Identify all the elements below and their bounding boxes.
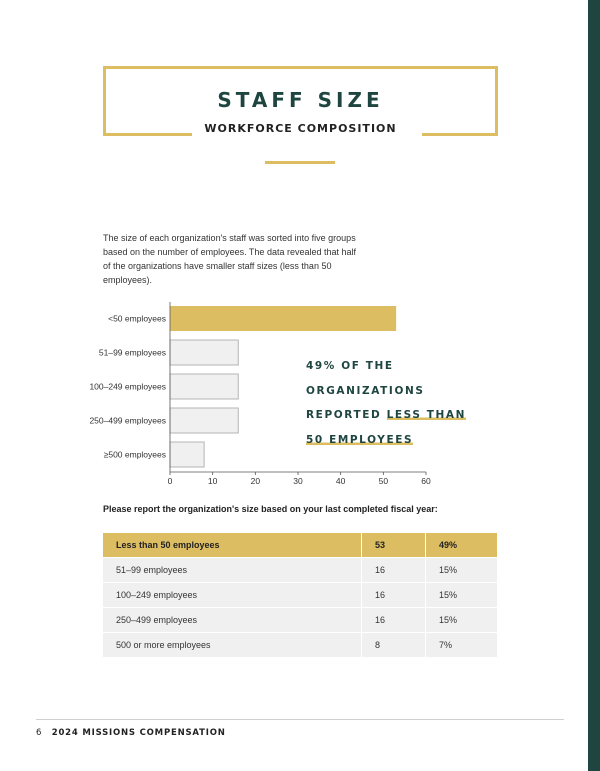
chart-callout	[306, 354, 506, 452]
x-tick-label: 30	[293, 476, 303, 486]
table-cell-percent: 7%	[425, 633, 497, 657]
survey-question: Please report the organization's size based on your last completed fiscal year:	[103, 504, 438, 514]
bar-4	[170, 442, 204, 467]
table-cell-percent: 15%	[425, 608, 497, 632]
category-label: 250–499 employees	[89, 415, 166, 426]
callout-line-1: 49% OF THE ORGANIZATIONS	[306, 360, 425, 397]
callout-highlight-50-employees: 50 EMPLOYEES	[306, 433, 414, 446]
callout-line-2	[306, 403, 506, 428]
x-tick-label: 0	[167, 476, 173, 486]
table-cell-percent: 15%	[425, 558, 497, 582]
category-label: 51–99 employees	[98, 347, 166, 358]
x-tick-label: 60	[421, 476, 431, 486]
category-label: 100–249 employees	[89, 381, 166, 392]
table-cell-count: 8	[361, 633, 425, 657]
x-tick-label: 50	[378, 476, 389, 486]
table-row	[103, 608, 497, 632]
table-row	[103, 633, 497, 657]
table-cell-label: Less than 50 employees	[103, 533, 361, 557]
bar-2	[170, 374, 238, 399]
side-accent-bar	[588, 0, 600, 771]
category-label: <50 employees	[108, 313, 166, 324]
callout-line-2-prefix: REPORTED	[306, 409, 387, 421]
staff-size-table	[103, 532, 497, 658]
bar-1	[170, 340, 238, 365]
table-cell-percent: 49%	[425, 533, 497, 557]
table-cell-label: 100–249 employees	[103, 583, 361, 607]
callout-line-3	[306, 428, 506, 453]
title-divider	[265, 161, 335, 164]
page-subtitle: WORKFORCE COMPOSITION	[204, 122, 397, 135]
table-cell-count: 16	[361, 558, 425, 582]
x-tick-label: 40	[335, 476, 346, 486]
page-title: STAFF SIZE	[217, 88, 384, 112]
intro-paragraph: The size of each organization's staff was sorted into five groups based on the number of employees. The data revealed that half of the organizations have smaller staff sizes (less than 50 employees).	[103, 233, 357, 285]
footer-divider	[36, 719, 564, 720]
table-cell-count: 16	[361, 583, 425, 607]
page-number: 6	[36, 728, 43, 738]
category-label: ≥500 employees	[103, 449, 166, 460]
table-cell-label: 250–499 employees	[103, 608, 361, 632]
table-cell-percent: 15%	[425, 583, 497, 607]
table-cell-count: 53	[361, 533, 425, 557]
bar-0	[170, 306, 396, 331]
table-cell-label: 500 or more employees	[103, 633, 361, 657]
publication-title: 2024 MISSIONS COMPENSATION	[51, 728, 226, 738]
table-row	[103, 558, 497, 582]
callout-highlight-less-than: LESS THAN	[386, 409, 467, 421]
x-tick-label: 20	[250, 476, 261, 486]
table-cell-count: 16	[361, 608, 425, 632]
table-body	[103, 533, 497, 657]
bar-3	[170, 408, 238, 433]
page-footer	[36, 728, 226, 738]
x-tick-label: 10	[207, 476, 218, 486]
table-row	[103, 583, 497, 607]
table-row	[103, 533, 497, 557]
table-cell-label: 51–99 employees	[103, 558, 361, 582]
